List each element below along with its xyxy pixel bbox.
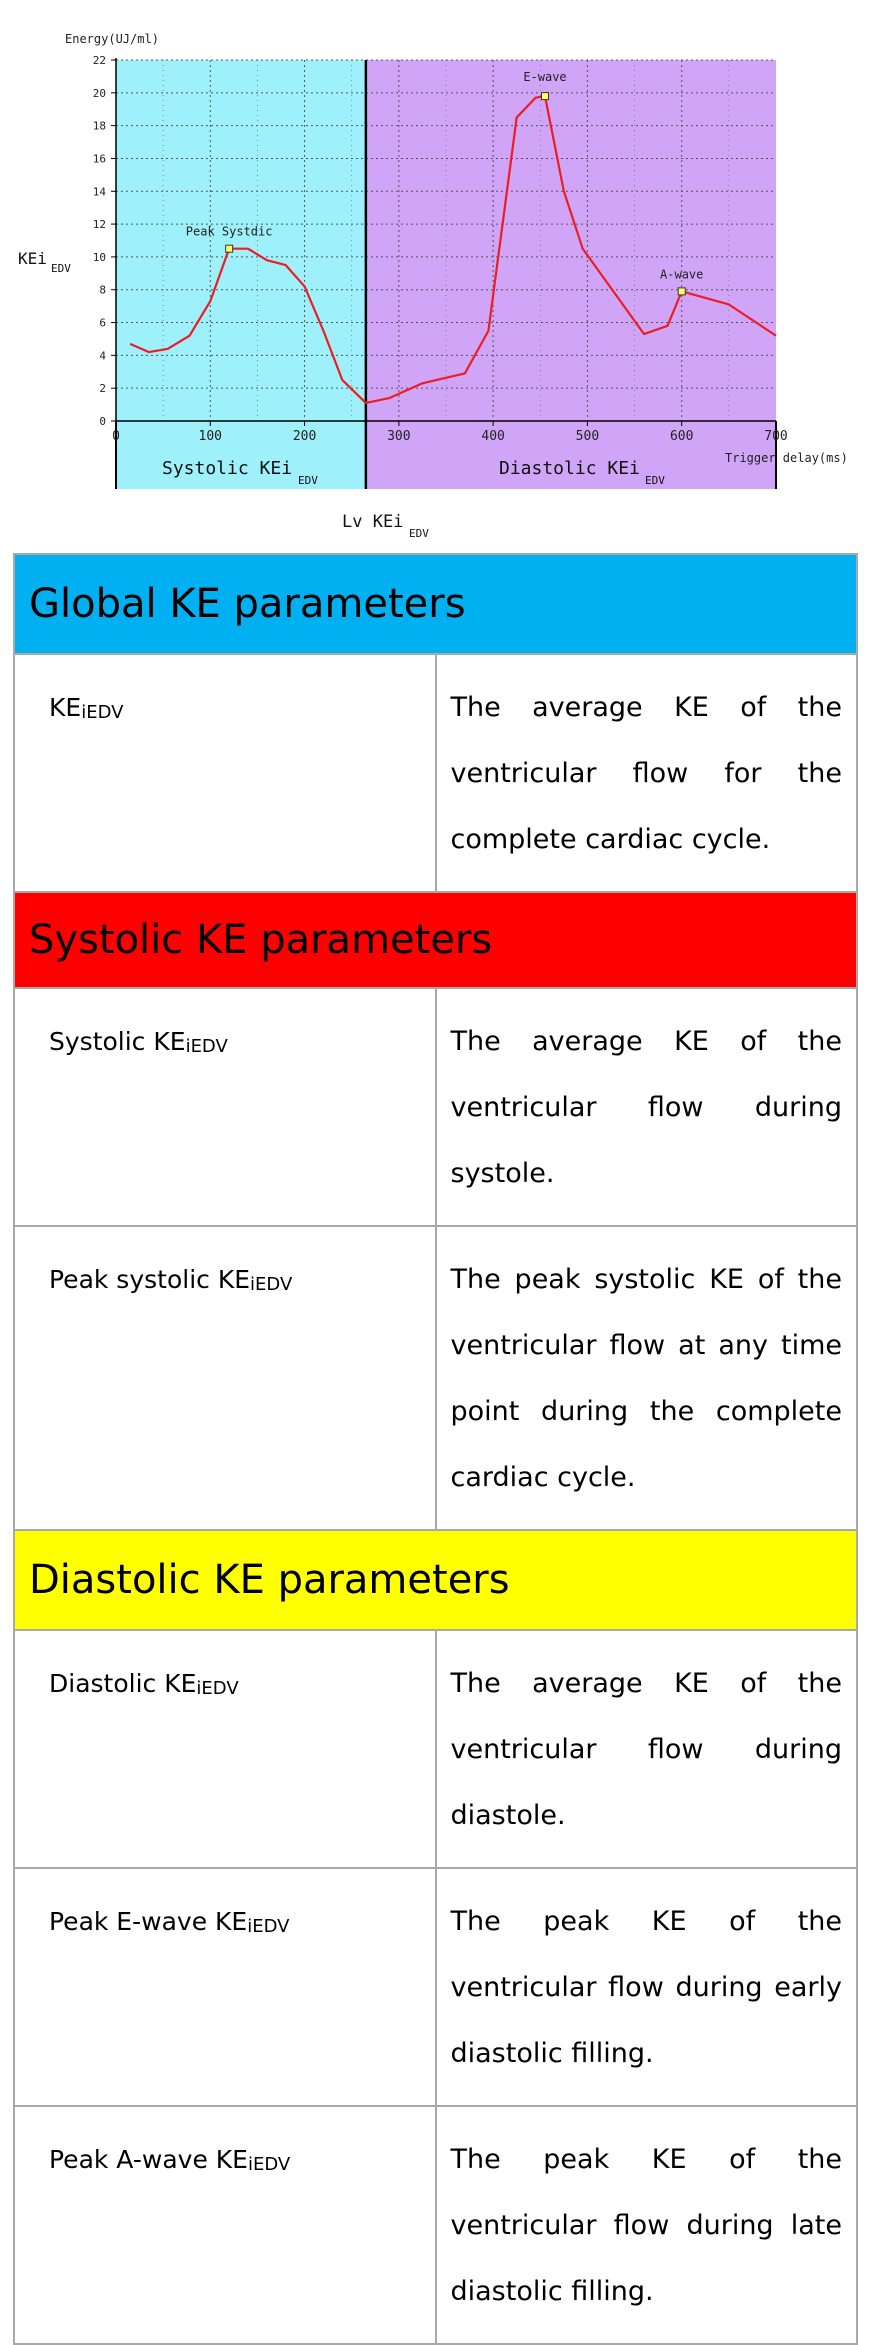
y-axis-side-label: KEi: [18, 249, 47, 268]
table-row: [14, 1868, 857, 2106]
param-description: The average KE of the ventricular flow during diastole.: [436, 1630, 858, 1868]
peak-annotation: A-wave: [660, 267, 704, 282]
peak-marker: [226, 245, 233, 252]
y-tick-label: 18: [92, 119, 106, 133]
param-name: Diastolic $KE_{iEDV}$: [14, 1630, 436, 1868]
y-tick-label: 0: [99, 415, 106, 428]
y-tick-label: 12: [92, 218, 106, 232]
y-tick-label: 4: [99, 349, 106, 363]
peak-annotation: Peak Systdic: [185, 224, 273, 239]
x-tick-label: 400: [481, 429, 505, 444]
y-axis-side-label-sub: EDV: [51, 262, 71, 275]
x-tick-label: 300: [387, 429, 411, 444]
y-tick-label: 8: [99, 283, 106, 297]
y-tick-label: 6: [99, 316, 106, 330]
x-tick-label: 0: [112, 429, 120, 444]
param-name: Peak E-wave $KE_{iEDV}$: [14, 1868, 436, 2106]
table-row: [14, 654, 857, 892]
table-row: [14, 1630, 857, 1868]
y-tick-label: 10: [92, 250, 106, 264]
table-row: [14, 1226, 857, 1530]
ke-parameters-table: [13, 553, 858, 2345]
x-tick-label: 700: [764, 429, 788, 444]
x-tick-label: 500: [575, 429, 600, 444]
y-tick-label: 16: [92, 152, 106, 166]
global-ke-header: Global KE parameters: [14, 554, 857, 654]
param-description: The average KE of the ventricular flow for the complete cardiac cycle.: [436, 654, 858, 892]
kinetic-energy-chart: [0, 0, 870, 540]
region-label-sub: EDV: [645, 474, 665, 487]
param-description: The peak systolic KE of the ventricular flow at any time point during the complete cardiac cycle.: [436, 1226, 858, 1530]
param-description: The peak KE of the ventricular flow during late diastolic filling.: [436, 2106, 858, 2344]
diastolic-region-label: Diastolic KEi: [499, 458, 640, 479]
y-tick-label: 22: [92, 54, 106, 67]
table-row: [14, 2106, 857, 2344]
table-row: [14, 988, 857, 1226]
systolic-region-label: Systolic KEi: [162, 458, 293, 479]
diastolic-region: [366, 60, 776, 489]
peak-annotation: E-wave: [523, 70, 567, 85]
chart-bottom-label: Lv KEi: [342, 512, 404, 532]
param-description: The average KE of the ventricular flow during systole.: [436, 988, 858, 1226]
y-axis-unit-label: Energy(UJ/ml): [65, 32, 159, 46]
systolic-ke-header: Systolic KE parameters: [14, 892, 857, 988]
param-name: Peak A-wave $KE_{iEDV}$: [14, 2106, 436, 2344]
diastolic-ke-header: Diastolic KE parameters: [14, 1530, 857, 1630]
param-name: Peak systolic $KE_{iEDV}$: [14, 1226, 436, 1530]
param-name: $KE_{iEDV}$: [14, 654, 436, 892]
param-description: The peak KE of the ventricular flow during early diastolic filling.: [436, 1868, 858, 2106]
systolic-region: [116, 60, 366, 489]
peak-marker: [542, 93, 549, 100]
chart-bottom-label-sub: EDV: [409, 527, 429, 540]
y-tick-label: 20: [92, 86, 106, 100]
y-tick-label: 14: [92, 185, 106, 199]
peak-marker: [678, 288, 685, 295]
region-label-sub: EDV: [298, 474, 318, 487]
x-axis-title: Trigger delay(ms): [725, 451, 848, 465]
x-tick-label: 200: [292, 429, 317, 444]
x-tick-label: 100: [198, 429, 223, 444]
param-name: Systolic $KE_{iEDV}$: [14, 988, 436, 1226]
y-tick-label: 2: [99, 382, 106, 396]
x-tick-label: 600: [669, 429, 694, 444]
